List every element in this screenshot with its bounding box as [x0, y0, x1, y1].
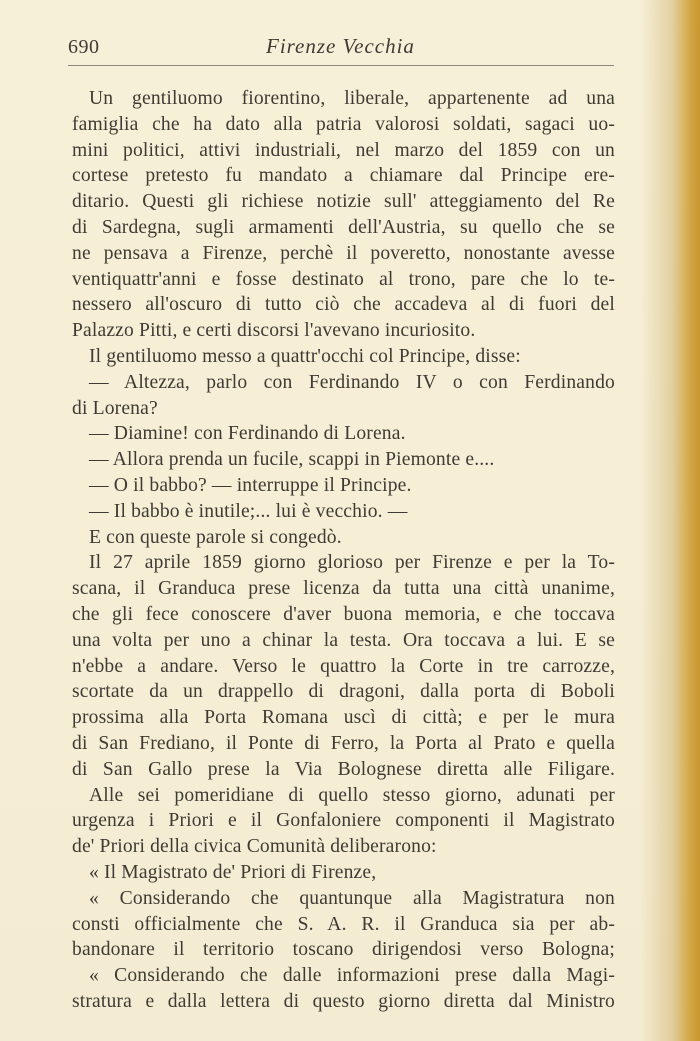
text-line: famiglia che ha dato alla patria valorosi soldati, sagaci uo- [72, 113, 615, 135]
text-line: « Considerando che quantunque alla Magistratura non [89, 887, 615, 909]
text-line: prossima alla Porta Romana uscì di città; e per le mura [72, 707, 615, 729]
text-line: Il gentiluomo messo a quattr'occhi col Principe, disse: [89, 345, 521, 367]
text-line: di Lorena? [72, 397, 158, 419]
text-line: « Il Magistrato de' Priori di Firenze, [89, 861, 377, 883]
text-line: di San Frediano, il Ponte di Ferro, la Porta al Prato e quella [72, 732, 615, 754]
text-line: — Diamine! con Ferdinando di Lorena. [89, 423, 406, 445]
text-line: consti officialmente che S. A. R. il Granduca sia per ab- [72, 913, 615, 935]
text-line: — Il babbo è inutile;... lui è vecchio. — [89, 500, 408, 522]
page-header [68, 34, 614, 64]
text-line: ne pensava a Firenze, perchè il poveretto, nonostante avesse [72, 242, 615, 264]
text-line: — Allora prenda un fucile, scappi in Piemonte e.... [89, 449, 495, 471]
text-line: urgenza i Priori e il Gonfaloniere componenti il Magistrato [72, 810, 615, 832]
header-rule [68, 65, 614, 66]
text-line: mini politici, attivi industriali, nel marzo del 1859 con un [72, 139, 615, 161]
text-line: bandonare il territorio toscano dirigendosi verso Bologna; [72, 939, 615, 961]
text-line: nessero all'oscuro di tutto ciò che accadeva al di fuori del [72, 294, 615, 316]
text-line: E con queste parole si congedò. [89, 526, 342, 548]
text-line: di Sardegna, sugli armamenti dell'Austria, su quello che se [72, 216, 615, 238]
text-line: ditario. Questi gli richiese notizie sull' atteggiamento del Re [72, 191, 615, 213]
text-line: « Considerando che dalle informazioni prese dalla Magi- [89, 965, 615, 987]
text-line: di San Gallo prese la Via Bolognese diretta alle Filigare. [72, 758, 615, 780]
text-line: che gli fece conoscere d'aver buona memoria, e che toccava [72, 603, 615, 625]
text-line: scortate da un drappello di dragoni, dalla porta di Boboli [72, 681, 615, 703]
text-line: — Altezza, parlo con Ferdinando IV o con Ferdinando [89, 371, 615, 393]
text-line: cortese pretesto fu mandato a chiamare dal Principe ere- [72, 165, 615, 187]
text-line: ventiquattr'anni e fosse destinato al trono, pare che lo te- [72, 268, 615, 290]
text-line: de' Priori della civica Comunità deliberarono: [72, 836, 437, 858]
text-line: n'ebbe a andare. Verso le quattro la Corte in tre carrozze, [72, 655, 615, 677]
running-title: Firenze Vecchia [266, 34, 415, 58]
text-line: scana, il Granduca prese licenza da tutta una città unanime, [72, 578, 615, 600]
text-line: — O il babbo? — interruppe il Principe. [89, 474, 412, 496]
text-line: stratura e dalla lettera di questo giorno diretta dal Ministro [72, 990, 615, 1012]
text-line: Palazzo Pitti, e certi discorsi l'avevano incuriosito. [72, 320, 476, 342]
body-text [72, 86, 615, 1015]
text-line: Un gentiluomo fiorentino, liberale, appartenente ad una [89, 88, 615, 109]
text-line: Il 27 aprile 1859 giorno glorioso per Firenze e per la To- [89, 552, 615, 574]
text-line: una volta per uno a chinar la testa. Ora toccava a lui. E se [72, 629, 615, 651]
text-line: Alle sei pomeridiane di quello stesso giorno, adunati per [89, 784, 615, 806]
page-number: 690 [68, 36, 100, 58]
